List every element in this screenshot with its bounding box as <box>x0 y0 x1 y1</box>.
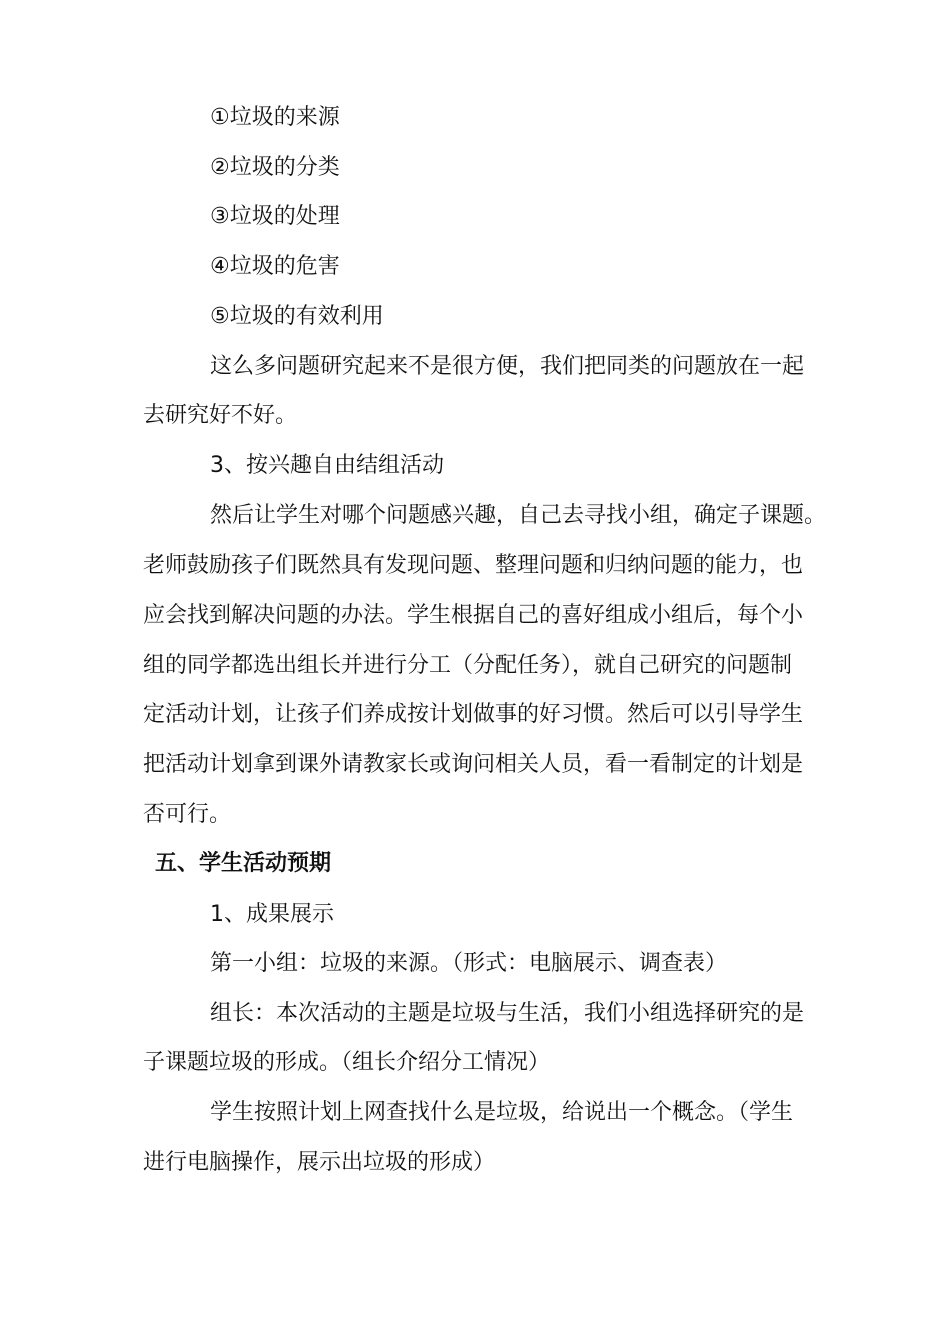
paragraph-line: 组的同学都选出组长并进行分工（分配任务），就自己研究的问题制 <box>143 653 793 678</box>
paragraph-line: 子课题垃圾的形成。（组长介绍分工情况） <box>143 1050 551 1075</box>
step-3-title: 3、按兴趣自由结组活动 <box>210 453 444 478</box>
paragraph-line: 否可行。 <box>143 802 232 827</box>
list-item-harm: ④垃圾的危害 <box>210 254 340 279</box>
list-item-source: ①垃圾的来源 <box>210 105 340 130</box>
paragraph-line: 定活动计划，让孩子们养成按计划做事的好习惯。然后可以引导学生 <box>143 702 804 727</box>
paragraph-line: 这么多问题研究起来不是很方便，我们把同类的问题放在一起 <box>210 354 805 379</box>
paragraph-line: 去研究好不好。 <box>143 403 298 428</box>
group-1-line: 第一小组：垃圾的来源。（形式：电脑展示、调查表） <box>210 951 728 976</box>
list-item-classification: ②垃圾的分类 <box>210 155 340 180</box>
paragraph-line: 老师鼓励孩子们既然具有发现问题、整理问题和归纳问题的能力，也 <box>143 553 804 578</box>
list-item-reuse: ⑤垃圾的有效利用 <box>210 304 384 329</box>
paragraph-line: 应会找到解决问题的办法。学生根据自己的喜好组成小组后，每个小 <box>143 603 804 628</box>
paragraph-line: 组长：本次活动的主题是垃圾与生活，我们小组选择研究的是 <box>210 1001 805 1026</box>
paragraph-line: 把活动计划拿到课外请教家长或询问相关人员，看一看制定的计划是 <box>143 752 804 777</box>
step-1-title: 1、成果展示 <box>210 902 334 927</box>
section-5-heading: 五、学生活动预期 <box>155 851 332 876</box>
paragraph-line: 进行电脑操作，展示出垃圾的形成） <box>143 1150 496 1175</box>
paragraph-line: 然后让学生对哪个问题感兴趣，自己去寻找小组，确定子课题。 <box>210 503 827 528</box>
list-item-treatment: ③垃圾的处理 <box>210 204 340 229</box>
paragraph-line: 学生按照计划上网查找什么是垃圾，给说出一个概念。（学生 <box>210 1100 794 1125</box>
